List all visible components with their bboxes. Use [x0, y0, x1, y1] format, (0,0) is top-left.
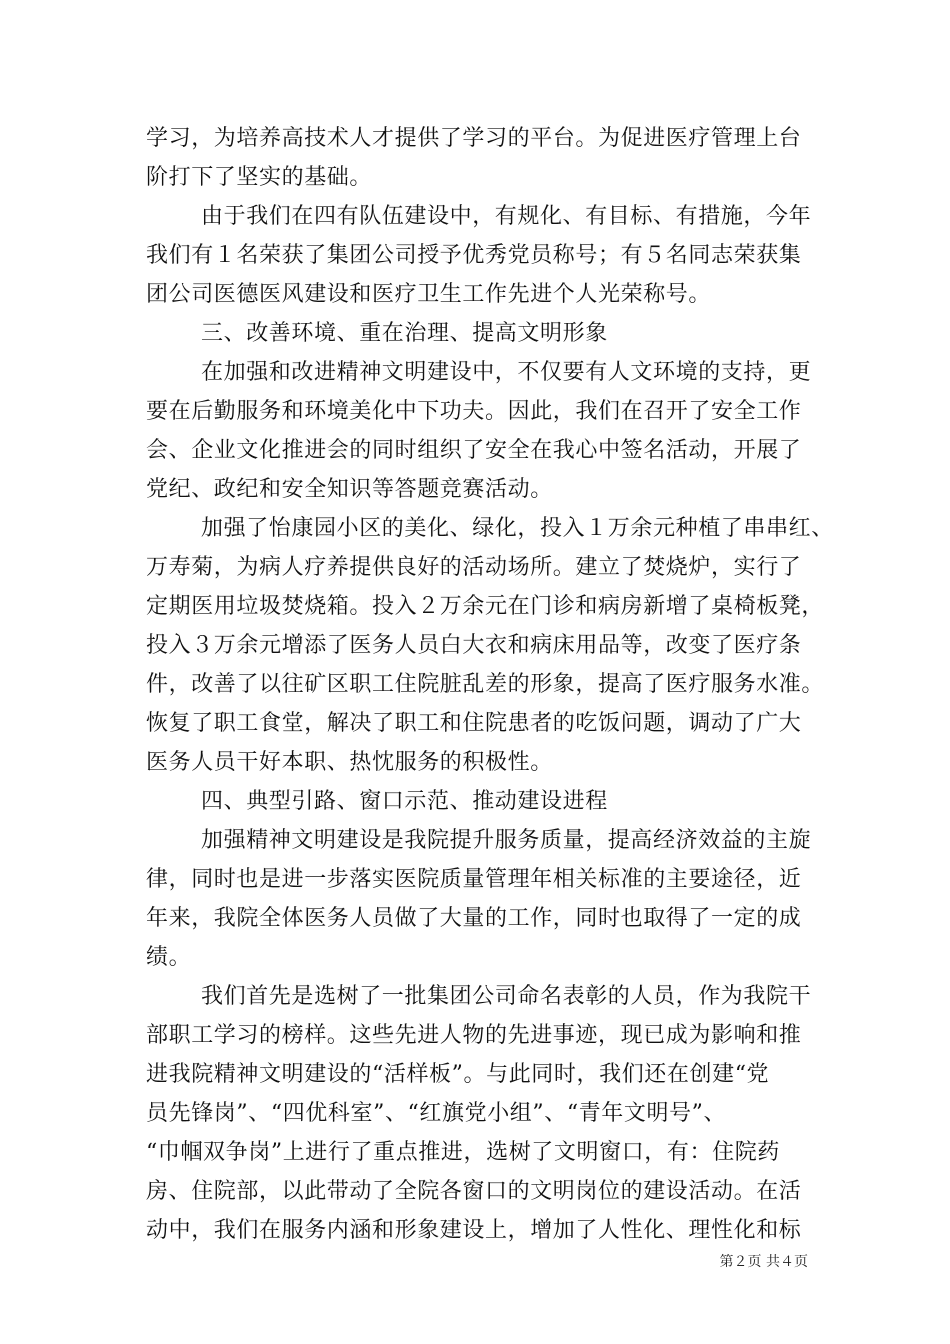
page-number: 第２页 共４页: [719, 1254, 808, 1270]
text-line: 党纪、政纪和安全知识等答题竞赛活动。: [146, 477, 553, 502]
text-line: 加强精神文明建设是我院提升服务质量，提高经济效益的主旋: [201, 828, 812, 853]
text-line: 绩。: [146, 945, 192, 970]
text-line: 加强了怡康园小区的美化、绿化，投入１万余元种植了串串红、: [201, 516, 834, 541]
text-line: 员先锋岗”、“四优科室”、“红旗党小组”、“青年文明号”、: [146, 1101, 727, 1126]
section-heading: 四、典型引路、窗口示范、推动建设进程: [201, 789, 608, 814]
text-line: 学习，为培养高技术人才提供了学习的平台。为促进医疗管理上台: [146, 126, 802, 151]
text-line: 会、企业文化推进会的同时组织了安全在我心中签名活动，开展了: [146, 438, 802, 463]
text-line: 进我院精神文明建设的“活样板”。与此同时，我们还在创建“党: [146, 1062, 770, 1087]
text-line: 我们有１名荣获了集团公司授予优秀党员称号；有５名同志荣获集: [146, 243, 802, 268]
text-line: 部职工学习的榜样。这些先进人物的先进事迹，现已成为影响和推: [146, 1023, 802, 1048]
text-line: 年来，我院全体医务人员做了大量的工作，同时也取得了一定的成: [146, 906, 802, 931]
text-line: 万寿菊，为病人疗养提供良好的活动场所。建立了焚烧炉，实行了: [146, 555, 802, 580]
text-line: 恢复了职工食堂，解决了职工和住院患者的吃饭问题，调动了广大: [146, 711, 802, 736]
text-line: “巾帼双争岗”上进行了重点推进，选树了文明窗口，有：住院药: [146, 1140, 780, 1165]
text-line: 投入３万余元增添了医务人员白大衣和病床用品等，改变了医疗条: [146, 633, 802, 658]
text-line: 房、住院部，以此带动了全院各窗口的文明岗位的建设活动。在活: [146, 1179, 802, 1204]
text-line: 由于我们在四有队伍建设中，有规化、有目标、有措施，今年: [201, 204, 812, 229]
text-line: 医务人员干好本职、热忱服务的积极性。: [146, 750, 553, 775]
text-line: 动中，我们在服务内涵和形象建设上，增加了人性化、理性化和标: [146, 1218, 802, 1243]
text-line: 团公司医德医风建设和医疗卫生工作先进个人光荣称号。: [146, 282, 712, 307]
section-heading: 三、改善环境、重在治理、提高文明形象: [201, 321, 608, 346]
text-line: 律，同时也是进一步落实医院质量管理年相关标准的主要途径，近: [146, 867, 802, 892]
text-line: 件，改善了以往矿区职工住院脏乱差的形象，提高了医疗服务水准。: [146, 672, 825, 697]
text-line: 要在后勤服务和环境美化中下功夫。因此，我们在召开了安全工作: [146, 399, 802, 424]
text-line: 定期医用垃圾焚烧箱。投入２万余元在门诊和病房新增了桌椅板凳，: [146, 594, 825, 619]
text-line: 在加强和改进精神文明建设中，不仅要有人文环境的支持，更: [201, 360, 812, 385]
text-line: 阶打下了坚实的基础。: [146, 165, 373, 190]
text-line: 我们首先是选树了一批集团公司命名表彰的人员，作为我院干: [201, 984, 812, 1009]
